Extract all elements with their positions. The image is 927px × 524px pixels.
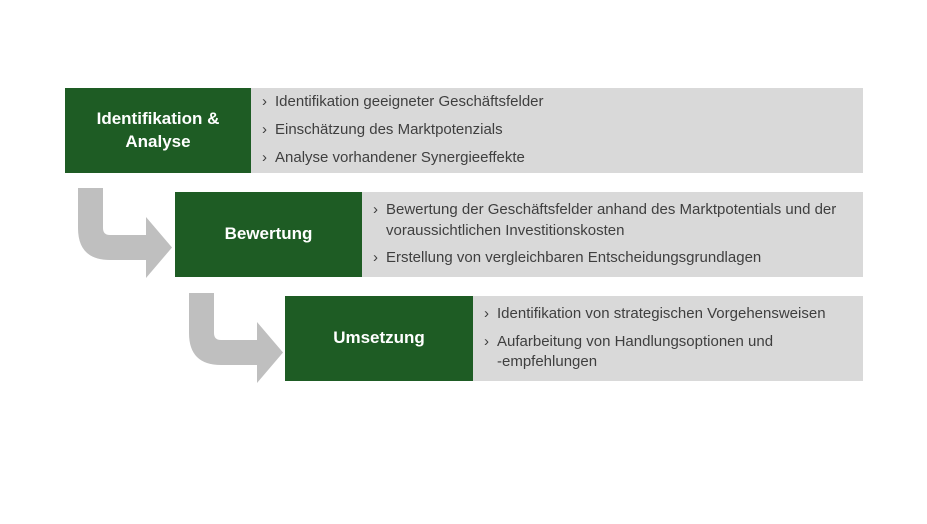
bullet-marker: › bbox=[484, 332, 489, 350]
detail-panel-bewertung bbox=[362, 192, 863, 277]
step-box-bewertung bbox=[175, 192, 362, 277]
step-title: Umsetzung bbox=[333, 328, 425, 348]
bullet-item bbox=[262, 120, 853, 141]
bullet-item bbox=[484, 332, 853, 373]
bullet-item bbox=[373, 248, 853, 269]
bullet-text: Erstellung von vergleichbaren Entscheidungsgrundlagen bbox=[386, 249, 762, 267]
bullet-item bbox=[262, 148, 853, 169]
bullet-text: Analyse vorhandener Synergieeffekte bbox=[275, 148, 525, 166]
bullet-marker: › bbox=[262, 93, 267, 111]
detail-panel-umsetzung bbox=[473, 296, 863, 381]
bullet-text: Einschätzung des Marktpotenzials bbox=[275, 121, 503, 139]
bullet-marker: › bbox=[262, 148, 267, 166]
curved-arrow-icon bbox=[76, 188, 172, 280]
bullet-text: Identifikation von strategischen Vorgehensweisen bbox=[497, 304, 826, 322]
bullet-marker: › bbox=[373, 249, 378, 267]
step-title: Identifikation & Analyse bbox=[96, 109, 220, 151]
step-box-identifikation-analyse bbox=[65, 88, 251, 173]
curved-arrow-icon bbox=[187, 293, 283, 385]
bullet-text: Bewertung der Geschäftsfelder anhand des Marktpotentials und der voraussichtlichen Investitionskosten bbox=[386, 200, 837, 239]
bullet-item bbox=[373, 200, 853, 241]
bullet-text: Identifikation geeigneter Geschäftsfelder bbox=[275, 93, 544, 111]
bullet-marker: › bbox=[373, 200, 378, 218]
bullet-marker: › bbox=[262, 121, 267, 139]
step-title: Bewertung bbox=[224, 224, 313, 244]
bullet-item bbox=[484, 304, 853, 325]
bullet-marker: › bbox=[484, 304, 489, 322]
step-box-umsetzung bbox=[285, 296, 473, 381]
bullet-text: Aufarbeitung von Handlungsoptionen und ‑empfehlungen bbox=[497, 332, 774, 371]
bullet-item bbox=[262, 92, 853, 113]
detail-panel-identifikation-analyse bbox=[251, 88, 863, 173]
